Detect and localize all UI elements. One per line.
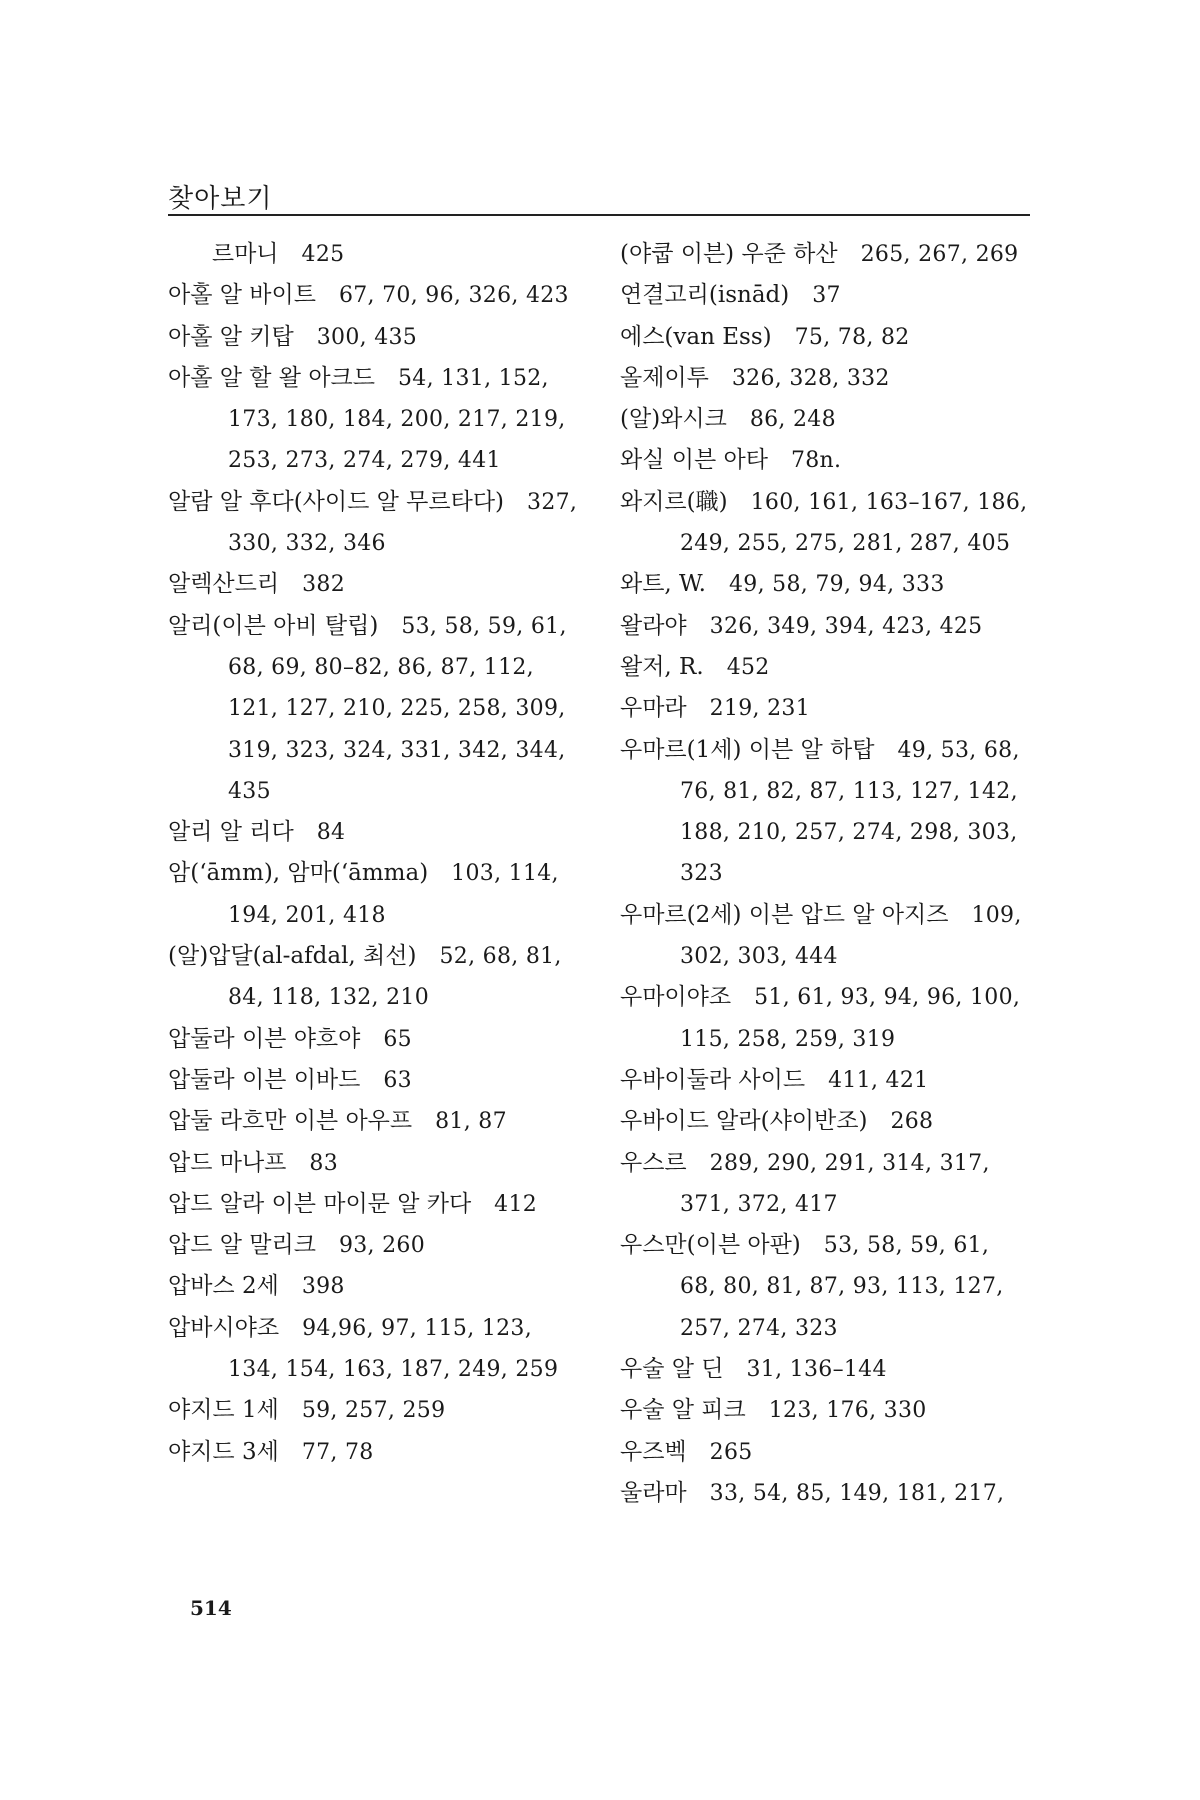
index-term: 압드 알라 이븐 마이문 알 카다 <box>168 1190 472 1217</box>
index-entry <box>620 358 1030 399</box>
index-term: 아홀 알 바이트 <box>168 282 316 309</box>
index-entry <box>168 1143 578 1184</box>
index-page-refs: 63 <box>383 1067 412 1093</box>
index-page-refs: 83 <box>309 1150 339 1176</box>
page-title: 찾아보기 <box>168 184 273 214</box>
index-term: (알)와시크 <box>620 406 727 433</box>
index-page-refs: 33, 54, 85, 149, 181, 217, <box>709 1480 1005 1506</box>
index-page-refs: 84 <box>316 820 346 846</box>
index-term: 아홀 알 할 왈 아크드 <box>168 364 375 391</box>
index-page-refs: 382 <box>302 572 345 598</box>
index-page-refs: 94,96, 97, 115, 123, 134, 154, 163, 187, 249, 259 <box>228 1315 559 1383</box>
index-page-refs: 109, 302, 303, 444 <box>680 902 1022 970</box>
index-page-refs: 51, 61, 93, 94, 96, 100, 115, 258, 259, 319 <box>680 985 1021 1052</box>
index-entry <box>168 317 578 358</box>
index-term: (알)압달(al-afdal, 최선) <box>168 943 417 970</box>
index-entry <box>620 440 1030 481</box>
index-page-refs: 160, 161, 163–167, 186, 249, 255, 275, 281, 287, 405 <box>680 489 1028 557</box>
index-page-refs: 59, 257, 259 <box>301 1398 446 1424</box>
index-entry <box>168 358 578 482</box>
index-entry <box>620 1101 1030 1142</box>
index-column-right <box>620 234 1030 1514</box>
index-page-refs: 78n. <box>790 448 842 474</box>
index-entry <box>620 1349 1030 1390</box>
index-term: 우마르(1세) 이븐 알 하탑 <box>620 736 875 763</box>
index-entry <box>620 564 1030 605</box>
index-page-refs: 265 <box>709 1439 753 1465</box>
index-term: 우스르 <box>620 1149 687 1176</box>
index-entry <box>168 234 578 275</box>
index-entry <box>168 1225 578 1266</box>
index-term: 연결고리(isnād) <box>620 282 790 309</box>
index-term: 울라마 <box>620 1479 687 1506</box>
index-page-refs: 103, 114, 194, 201, 418 <box>228 861 559 928</box>
index-page-refs: 425 <box>301 242 345 267</box>
index-term: 와지르(職) <box>620 488 728 515</box>
index-entry <box>168 1060 578 1101</box>
index-term: 우마르(2세) 이븐 압드 알 아지즈 <box>620 901 949 928</box>
index-page-refs: 398 <box>301 1274 345 1300</box>
index-term: 우술 알 딘 <box>620 1356 724 1383</box>
index-page-refs: 49, 53, 68, 76, 81, 82, 87, 113, 127, 142, 188, 210, 257, 274, 298, 303, 323 <box>680 737 1020 887</box>
index-page-refs: 53, 58, 59, 61, 68, 69, 80–82, 86, 87, 112, 121, 127, 210, 225, 258, 309, 319, 323, 324, 331, 342, 344, 435 <box>228 613 567 804</box>
index-term: 와트, W. <box>620 571 706 598</box>
index-term: 우스만(이븐 아판) <box>620 1232 801 1259</box>
index-entry <box>620 399 1030 440</box>
index-page-refs: 54, 131, 152, 173, 180, 184, 200, 217, 219, 253, 273, 274, 279, 441 <box>228 365 566 474</box>
index-page-refs: 52, 68, 81, 84, 118, 132, 210 <box>228 944 562 1011</box>
index-page-refs: 67, 70, 96, 326, 423 <box>338 283 569 309</box>
index-page-refs: 326, 328, 332 <box>731 365 890 391</box>
index-column-left <box>168 234 578 1473</box>
index-term: 압바시야조 <box>168 1314 280 1341</box>
index-entry <box>168 1184 578 1225</box>
index-term: (야쿱 이븐) 우준 하산 <box>620 241 838 267</box>
index-page-refs: 81, 87 <box>435 1109 507 1135</box>
index-entry <box>620 977 1030 1060</box>
index-entry <box>620 688 1030 729</box>
index-page-refs: 411, 421 <box>828 1067 929 1093</box>
index-page-refs: 452 <box>726 654 770 680</box>
index-page-refs: 31, 136–144 <box>746 1357 887 1383</box>
index-term: 압바스 2세 <box>168 1273 279 1300</box>
index-page-refs: 65 <box>383 1026 412 1052</box>
index-page-refs: 93, 260 <box>338 1233 426 1259</box>
index-entry <box>620 234 1030 275</box>
index-term: 압드 알 말리크 <box>168 1232 316 1259</box>
index-page-refs: 289, 290, 291, 314, 317, 371, 372, 417 <box>680 1150 990 1217</box>
index-entry <box>168 1308 578 1391</box>
index-page-refs: 77, 78 <box>301 1439 374 1465</box>
page-number: 514 <box>190 1596 232 1620</box>
index-page-refs: 412 <box>494 1191 538 1217</box>
index-term: 우바이둘라 사이드 <box>620 1066 806 1093</box>
index-term: 왈저, R. <box>620 653 704 680</box>
index-page-refs: 300, 435 <box>316 324 418 350</box>
index-page-refs: 327, 330, 332, 346 <box>228 489 578 557</box>
index-term: 아홀 알 키탑 <box>168 323 294 350</box>
title-rule <box>168 214 1030 216</box>
index-entry <box>620 1390 1030 1431</box>
index-page-refs: 265, 267, 269 <box>860 242 1019 267</box>
index-entry <box>620 895 1030 978</box>
index-term: 올제이투 <box>620 364 709 391</box>
index-term: 압둘 라흐만 이븐 아우프 <box>168 1108 413 1135</box>
index-page-refs: 123, 176, 330 <box>768 1398 927 1424</box>
index-term: 압둘라 이븐 야흐야 <box>168 1025 361 1052</box>
index-entry <box>168 482 578 565</box>
index-entry <box>620 275 1030 316</box>
index-term: 우즈벡 <box>620 1438 687 1465</box>
index-term: 알렉산드리 <box>168 571 280 598</box>
index-entry <box>620 730 1030 895</box>
index-entry <box>168 1266 578 1307</box>
index-term: 야지드 3세 <box>168 1438 279 1465</box>
index-term: 우바이드 알라(샤이반조) <box>620 1108 868 1135</box>
index-page-refs: 37 <box>812 283 841 309</box>
index-entry <box>168 936 578 1019</box>
index-term: 알리(이븐 아비 탈립) <box>168 612 379 639</box>
index-term: 압드 마나프 <box>168 1149 287 1176</box>
index-entry <box>620 1432 1030 1473</box>
index-term: 알리 알 리다 <box>168 819 294 846</box>
index-page-refs: 268 <box>890 1109 934 1135</box>
index-entry <box>168 275 578 316</box>
index-term: 압둘라 이븐 이바드 <box>168 1066 361 1093</box>
index-entry <box>620 482 1030 565</box>
index-entry <box>168 853 578 936</box>
index-page-refs: 75, 78, 82 <box>794 324 910 350</box>
index-term: 암(‘āmm), 암마(‘āmma) <box>168 860 429 887</box>
index-entry <box>168 1390 578 1431</box>
index-page-refs: 326, 349, 394, 423, 425 <box>709 613 983 639</box>
index-entry <box>168 1101 578 1142</box>
index-entry <box>620 1060 1030 1101</box>
index-page-refs: 219, 231 <box>709 696 811 722</box>
index-term: 우마이야조 <box>620 984 732 1011</box>
index-entry <box>168 1432 578 1473</box>
index-term: 우술 알 피크 <box>620 1397 746 1424</box>
index-entry <box>620 1473 1030 1514</box>
index-entry <box>620 647 1030 688</box>
index-entry <box>620 317 1030 358</box>
index-term: 에스(van Ess) <box>620 323 772 350</box>
index-entry <box>168 564 578 605</box>
index-page-refs: 49, 58, 79, 94, 333 <box>729 572 945 598</box>
index-page-refs: 86, 248 <box>749 407 836 433</box>
index-term: 와실 이븐 아타 <box>620 447 768 474</box>
index-term: 르마니 <box>168 241 279 267</box>
index-entry <box>168 1019 578 1060</box>
index-page-refs: 53, 58, 59, 61, 68, 80, 81, 87, 93, 113, 127, 257, 274, 323 <box>680 1233 1004 1341</box>
index-entry <box>620 1225 1030 1349</box>
index-term: 우마라 <box>620 695 687 722</box>
index-term: 왈라야 <box>620 612 687 639</box>
index-entry <box>168 606 578 812</box>
index-term: 야지드 1세 <box>168 1397 279 1424</box>
index-entry <box>620 606 1030 647</box>
index-entry <box>620 1143 1030 1226</box>
index-term: 알람 알 후다(사이드 알 무르타다) <box>168 488 505 515</box>
index-entry <box>168 812 578 853</box>
